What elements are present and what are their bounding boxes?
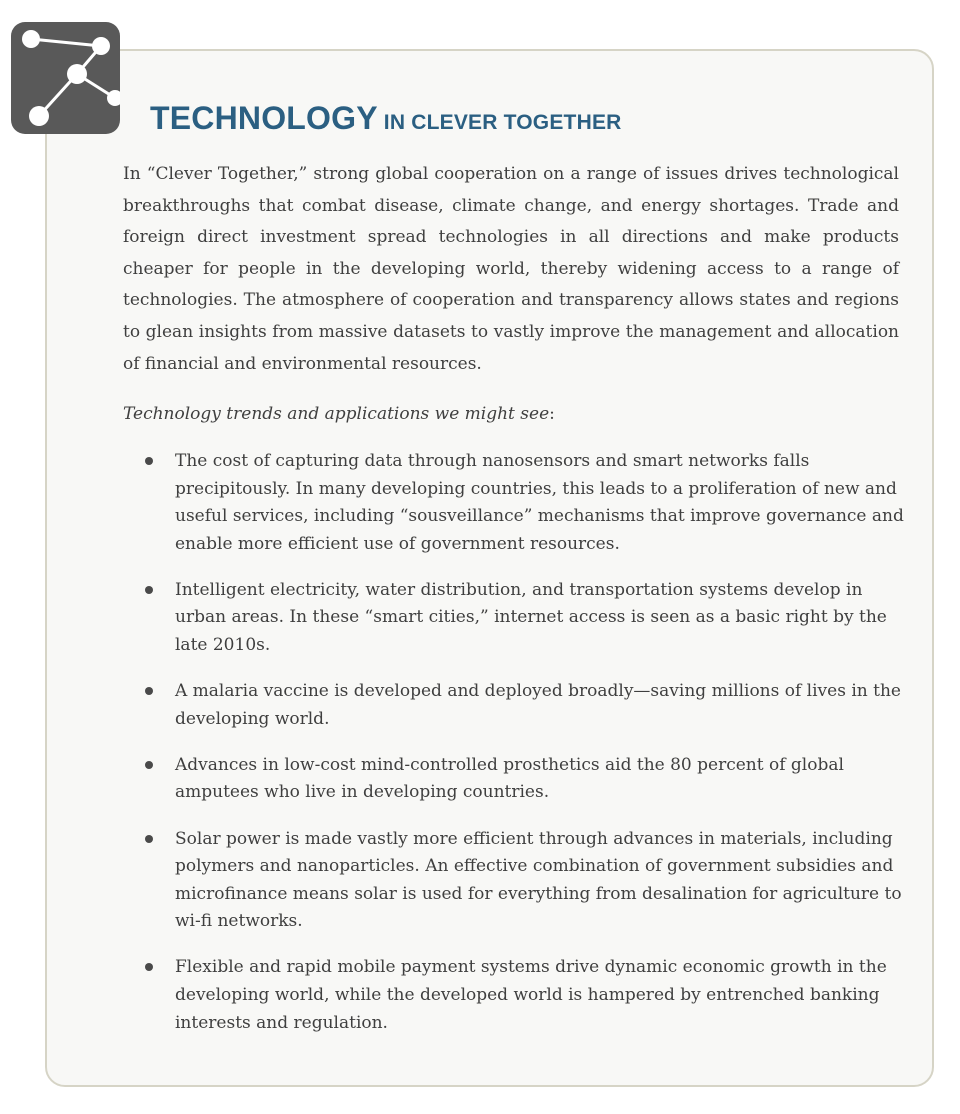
list-item: [145, 577, 905, 660]
list-item-text: A malaria vaccine is developed and deployed broadly—saving millions of lives in the developing world.: [175, 681, 901, 729]
bullet-icon: [145, 457, 153, 465]
trends-label: [123, 401, 555, 427]
list-item: [145, 448, 905, 558]
list-item-text: Advances in low-cost mind-controlled prosthetics aid the 80 percent of global amputees who live in developing countries.: [175, 754, 844, 803]
list-item-text: Intelligent electricity, water distribution, and transportation systems develop in urban areas. In these “smart cities,” internet access is seen as a basic right by the late 2010s.: [175, 579, 887, 656]
list-item-text: The cost of capturing data through nanosensors and smart networks falls precipitously. In many developing countries, this leads to a proliferation of new and useful services, including “sousveillance” mechanisms that improve governance and enable more efficient use of government resources.: [175, 451, 904, 554]
list-item: [145, 678, 905, 733]
trends-label-colon: :: [549, 404, 555, 424]
intro-paragraph: In “Clever Together,” strong global cooperation on a range of issues drives technological breakthroughs that combat disease, climate change, and energy shortages. Trade and foreign direct investment spread technologies in all directions and make products cheaper for people in the developing world, thereby widening access to a range of technologies. The atmosphere of cooperation and transparency allows states and regions to glean insights from massive datasets to vastly improve the management and allocation of financial and environmental resources.: [123, 164, 899, 374]
list-item: [145, 752, 905, 807]
bullet-icon: [145, 586, 153, 594]
list-item-text: Solar power is made vastly more efficient through advances in materials, including polymers and nanoparticles. An effective combination of government subsidies and microfinance means solar is used for everything from desalination for agriculture to wi-fi networks.: [175, 828, 902, 932]
trend-list: [145, 448, 905, 1056]
page-title: [150, 100, 622, 137]
list-item-text: Flexible and rapid mobile payment systems drive dynamic economic growth in the developing world, while the developed world is hampered by entrenched banking interests and regulation.: [175, 957, 887, 1033]
trends-label-text: Technology trends and applications we might see: [123, 404, 550, 424]
list-item: [145, 954, 905, 1037]
title-main: TECHNOLOGY: [150, 100, 378, 136]
bullet-icon: [145, 761, 153, 769]
bullet-icon: [145, 835, 153, 843]
list-item: [145, 826, 905, 936]
bullet-icon: [145, 687, 153, 695]
bullet-icon: [145, 963, 153, 971]
network-nodes-icon: [11, 22, 120, 134]
title-sub: IN CLEVER TOGETHER: [383, 111, 622, 134]
